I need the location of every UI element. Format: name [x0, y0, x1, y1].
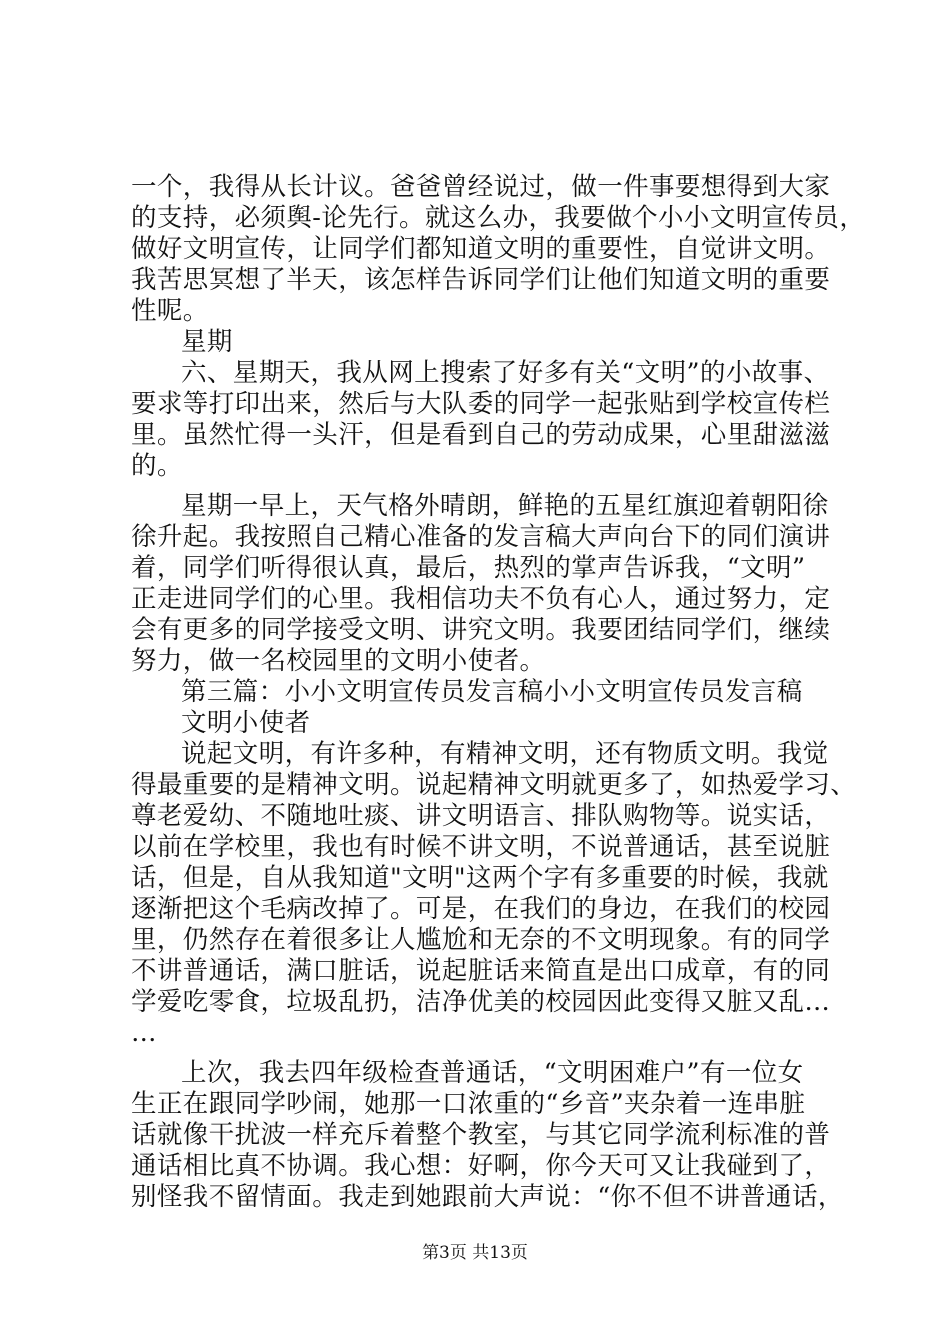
text-line: 话，但是，自从我知道"文明"这两个字有多重要的时候，我就 [131, 863, 829, 893]
text-line: 着，同学们听得很认真，最后，热烈的掌声告诉我，“文明” [131, 553, 806, 583]
section-subheading: 文明小使者 [181, 708, 311, 738]
text-line: 我苦思冥想了半天，该怎样告诉同学们让他们知道文明的重要 [131, 265, 831, 295]
text-line: 通话相比真不协调。我心想：好啊，你今天可又让我碰到了， [131, 1151, 831, 1181]
text-line: 话就像干扰波一样充斥着整个教室，与其它同学流利标准的普 [131, 1120, 831, 1150]
text-line: 上次，我去四年级检查普通话，“文明困难户”有一位女 [181, 1058, 804, 1088]
text-line: 星期一早上，天气格外晴朗，鲜艳的五星红旗迎着朝阳徐 [181, 491, 829, 521]
text-line: 逐渐把这个毛病改掉了。可是，在我们的身边，在我们的校园 [131, 894, 831, 924]
text-line: 的。 [131, 451, 183, 481]
body-text [131, 172, 866, 1213]
text-line: 做好文明宣传，让同学们都知道文明的重要性，自觉讲文明。 [131, 234, 831, 264]
text-line: … [131, 1018, 157, 1048]
text-line: 里。虽然忙得一头汗，但是看到自己的劳动成果，心里甜滋滋 [131, 420, 831, 450]
section-heading: 第三篇：小小文明宣传员发言稿小小文明宣传员发言稿 [181, 677, 803, 707]
text-line: 别怪我不留情面。我走到她跟前大声说：“你不但不讲普通话， [131, 1182, 844, 1212]
text-line: 要求等打印出来，然后与大队委的同学一起张贴到学校宣传栏 [131, 389, 831, 419]
text-line: 努力，做一名校园里的文明小使者。 [131, 646, 546, 676]
text-line: 正走进同学们的心里。我相信功夫不负有心人，通过努力，定 [131, 584, 831, 614]
text-line: 六、星期天，我从网上搜索了好多有关“文明”的小故事、 [181, 358, 830, 388]
text-line: 学爱吃零食，垃圾乱扔，洁净优美的校园因此变得又脏又乱… [131, 987, 831, 1017]
text-line: 说起文明，有许多种，有精神文明，还有物质文明。我觉 [181, 739, 829, 769]
page-number-footer: 第3页 共13页 [422, 1243, 528, 1263]
text-line: 性呢。 [131, 296, 209, 326]
text-line: 里，仍然存在着很多让人尴尬和无奈的不文明现象。有的同学 [131, 925, 831, 955]
text-line: 得最重要的是精神文明。说起精神文明就更多了，如热爱学习、 [131, 770, 857, 800]
text-line: 以前在学校里，我也有时候不讲文明，不说普通话，甚至说脏 [131, 832, 831, 862]
text-line: 尊老爱幼、不随地吐痰、讲文明语言、排队购物等。说实话， [131, 801, 831, 831]
text-line: 会有更多的同学接受文明、讲究文明。我要团结同学们，继续 [131, 615, 831, 645]
text-line: 一个，我得从长计议。爸爸曾经说过，做一件事要想得到大家 [131, 172, 831, 202]
text-line: 的支持，必须舆-论先行。就这么办，我要做个小小文明宣传员， [131, 203, 866, 233]
text-line: 徐升起。我按照自己精心准备的发言稿大声向台下的同们演讲 [131, 522, 831, 552]
text-line: 星期 [181, 327, 233, 357]
text-line: 生正在跟同学吵闹，她那一口浓重的“乡音”夹杂着一连串脏 [131, 1089, 806, 1119]
text-line: 不讲普通话，满口脏话，说起脏话来简直是出口成章，有的同 [131, 956, 831, 986]
